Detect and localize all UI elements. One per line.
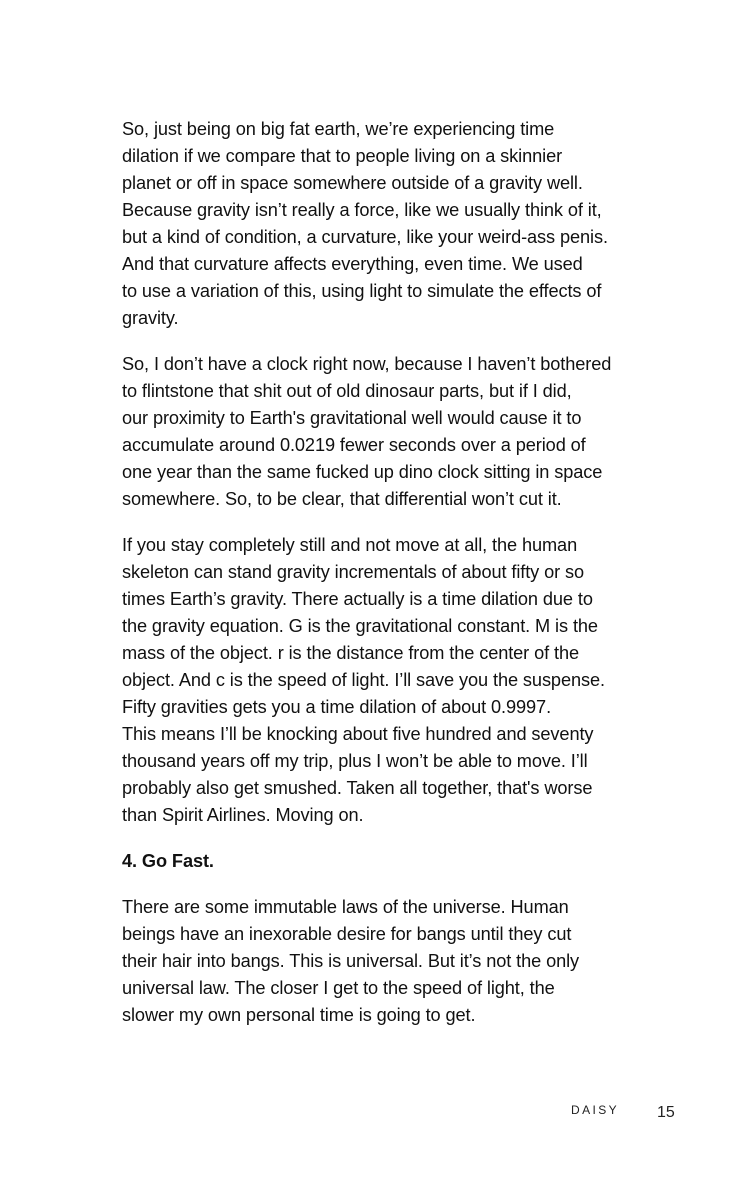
text-line: object. And c is the speed of light. I’ll save you the suspense.	[122, 670, 605, 690]
text-line: times Earth’s gravity. There actually is a time dilation due to	[122, 589, 593, 609]
text-line: their hair into bangs. This is universal. But it’s not the only	[122, 951, 580, 971]
text-line: accumulate around 0.0219 fewer seconds over a period of	[122, 435, 586, 455]
text-line: thousand years off my trip, plus I won’t be able to move. I’ll	[122, 751, 588, 771]
text-line: dilation if we compare that to people living on a skinnier	[122, 146, 563, 166]
paragraph-2	[122, 351, 622, 513]
text-line: gravity.	[122, 308, 179, 328]
text-line: Because gravity isn’t really a force, like we usually think of it,	[122, 200, 602, 220]
page-number: 15	[657, 1104, 675, 1121]
text-line: our proximity to Earth's gravitational well would cause it to	[122, 408, 582, 428]
text-line: And that curvature affects everything, even time. We used	[122, 254, 583, 274]
text-line: skeleton can stand gravity incrementals of about fifty or so	[122, 562, 585, 582]
text-line: to flintstone that shit out of old dinosaur parts, but if I did,	[122, 381, 572, 401]
text-line: but a kind of condition, a curvature, like your weird-ass penis.	[122, 227, 608, 247]
text-line: one year than the same fucked up dino clock sitting in space	[122, 462, 603, 482]
text-line: than Spirit Airlines. Moving on.	[122, 805, 364, 825]
text-line: beings have an inexorable desire for bangs until they cut	[122, 924, 572, 944]
text-line: the gravity equation. G is the gravitational constant. M is the	[122, 616, 598, 636]
text-line: mass of the object. r is the distance from the center of the	[122, 643, 580, 663]
paragraph-4	[122, 894, 622, 1029]
text-line: This means I’ll be knocking about five hundred and seventy	[122, 724, 594, 744]
section-heading: 4. Go Fast.	[122, 851, 214, 871]
text-line: So, just being on big fat earth, we’re experiencing time	[122, 119, 555, 139]
running-footer-title: DAISY	[571, 1103, 620, 1117]
text-line: If you stay completely still and not move at all, the human	[122, 535, 578, 555]
text-line: Fifty gravities gets you a time dilation of about 0.9997.	[122, 697, 552, 717]
body-text	[122, 116, 622, 1048]
text-line: probably also get smushed. Taken all together, that's worse	[122, 778, 593, 798]
text-line: somewhere. So, to be clear, that differential won’t cut it.	[122, 489, 562, 509]
text-line: So, I don’t have a clock right now, because I haven’t bothered	[122, 354, 612, 374]
text-line: slower my own personal time is going to get.	[122, 1005, 476, 1025]
text-line: There are some immutable laws of the universe. Human	[122, 897, 569, 917]
text-line: planet or off in space somewhere outside of a gravity well.	[122, 173, 583, 193]
text-line: universal law. The closer I get to the speed of light, the	[122, 978, 555, 998]
text-line: to use a variation of this, using light to simulate the effects of	[122, 281, 602, 301]
paragraph-3	[122, 532, 622, 829]
paragraph-1	[122, 116, 622, 332]
